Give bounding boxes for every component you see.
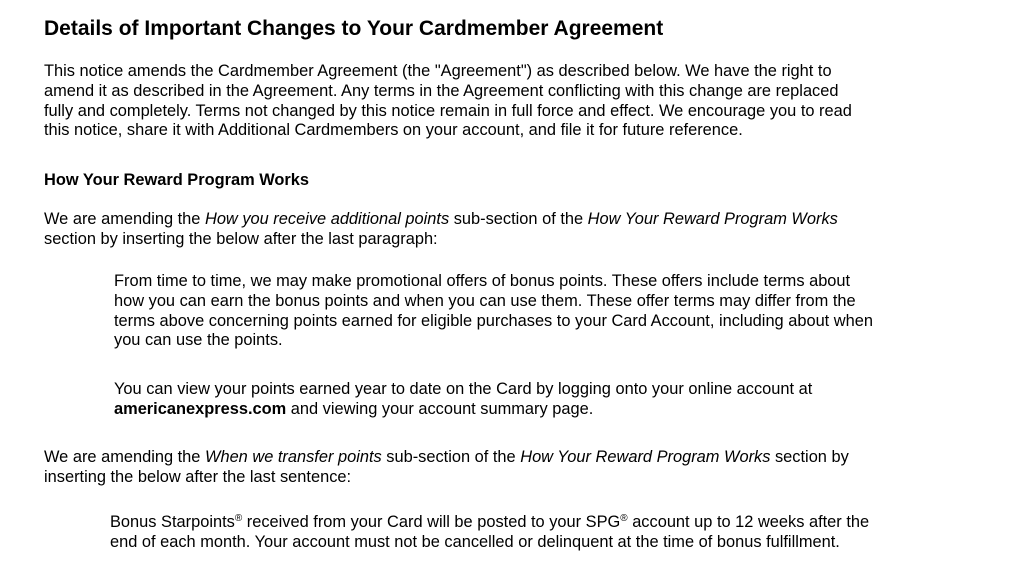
inserted-text-starpoints bbox=[110, 513, 990, 553]
amendment-paragraph-additional-points bbox=[44, 210, 944, 250]
inserted-line: terms above concerning points earned for eligible purchases to your Card Account, including about when bbox=[114, 311, 873, 330]
document-title: Details of Important Changes to Your Cardmember Agreement bbox=[44, 17, 664, 40]
section-heading: How Your Reward Program Works bbox=[44, 171, 310, 189]
amendment-text: section by bbox=[770, 448, 849, 466]
amendment-paragraph-transfer-points bbox=[44, 448, 954, 488]
website-link[interactable]: americanexpress.com bbox=[114, 399, 287, 418]
amendment-line: inserting the below after the last sentence: bbox=[44, 467, 352, 486]
inserted-text: account up to 12 weeks after the bbox=[627, 513, 870, 531]
registered-mark: ® bbox=[620, 513, 628, 524]
inserted-text-view-points bbox=[114, 380, 974, 420]
amendment-line bbox=[44, 210, 944, 230]
inserted-text-bonus-offers bbox=[114, 272, 974, 351]
inserted-line: how you can earn the bonus points and when you can use them. These offer terms may differ from the bbox=[114, 291, 856, 310]
inserted-line: end of each month. Your account must not be cancelled or delinquent at the time of bonus fulfillment. bbox=[110, 532, 840, 551]
subsection-name: When we transfer points bbox=[204, 448, 382, 466]
intro-line: this notice, share it with Additional Cardmembers on your account, and file it for future reference. bbox=[44, 121, 743, 140]
inserted-text: received from your Card will be posted to your SPG bbox=[242, 513, 621, 531]
inserted-text: and viewing your account summary page. bbox=[286, 399, 594, 418]
amendment-line bbox=[44, 448, 954, 468]
subsection-name: How you receive additional points bbox=[204, 210, 450, 228]
intro-line: amend it as described in the Agreement. Any terms in the Agreement conflicting with this change are replaced bbox=[44, 81, 839, 100]
inserted-line: You can view your points earned year to date on the Card by logging onto your online account at bbox=[114, 380, 813, 398]
amendment-text: We are amending the bbox=[44, 448, 205, 466]
amendment-text: sub-section of the bbox=[449, 210, 588, 228]
section-name: How Your Reward Program Works bbox=[520, 448, 771, 466]
inserted-line bbox=[110, 513, 990, 533]
inserted-line: you can use the points. bbox=[114, 331, 283, 350]
intro-line: fully and completely. Terms not changed by this notice remain in full force and effect. We encourage you to read bbox=[44, 101, 852, 120]
amendment-text: We are amending the bbox=[44, 210, 205, 228]
intro-line: This notice amends the Cardmember Agreement (the "Agreement") as described below. We have the right to bbox=[44, 62, 832, 80]
section-name: How Your Reward Program Works bbox=[587, 210, 838, 228]
amendment-line: section by inserting the below after the last paragraph: bbox=[44, 229, 438, 248]
registered-mark: ® bbox=[234, 513, 243, 524]
inserted-line: From time to time, we may make promotional offers of bonus points. These offers include terms about bbox=[114, 272, 851, 290]
intro-paragraph bbox=[44, 62, 944, 141]
amendment-text: sub-section of the bbox=[381, 448, 521, 466]
inserted-line bbox=[114, 400, 974, 420]
inserted-text: Bonus Starpoints bbox=[110, 513, 235, 531]
